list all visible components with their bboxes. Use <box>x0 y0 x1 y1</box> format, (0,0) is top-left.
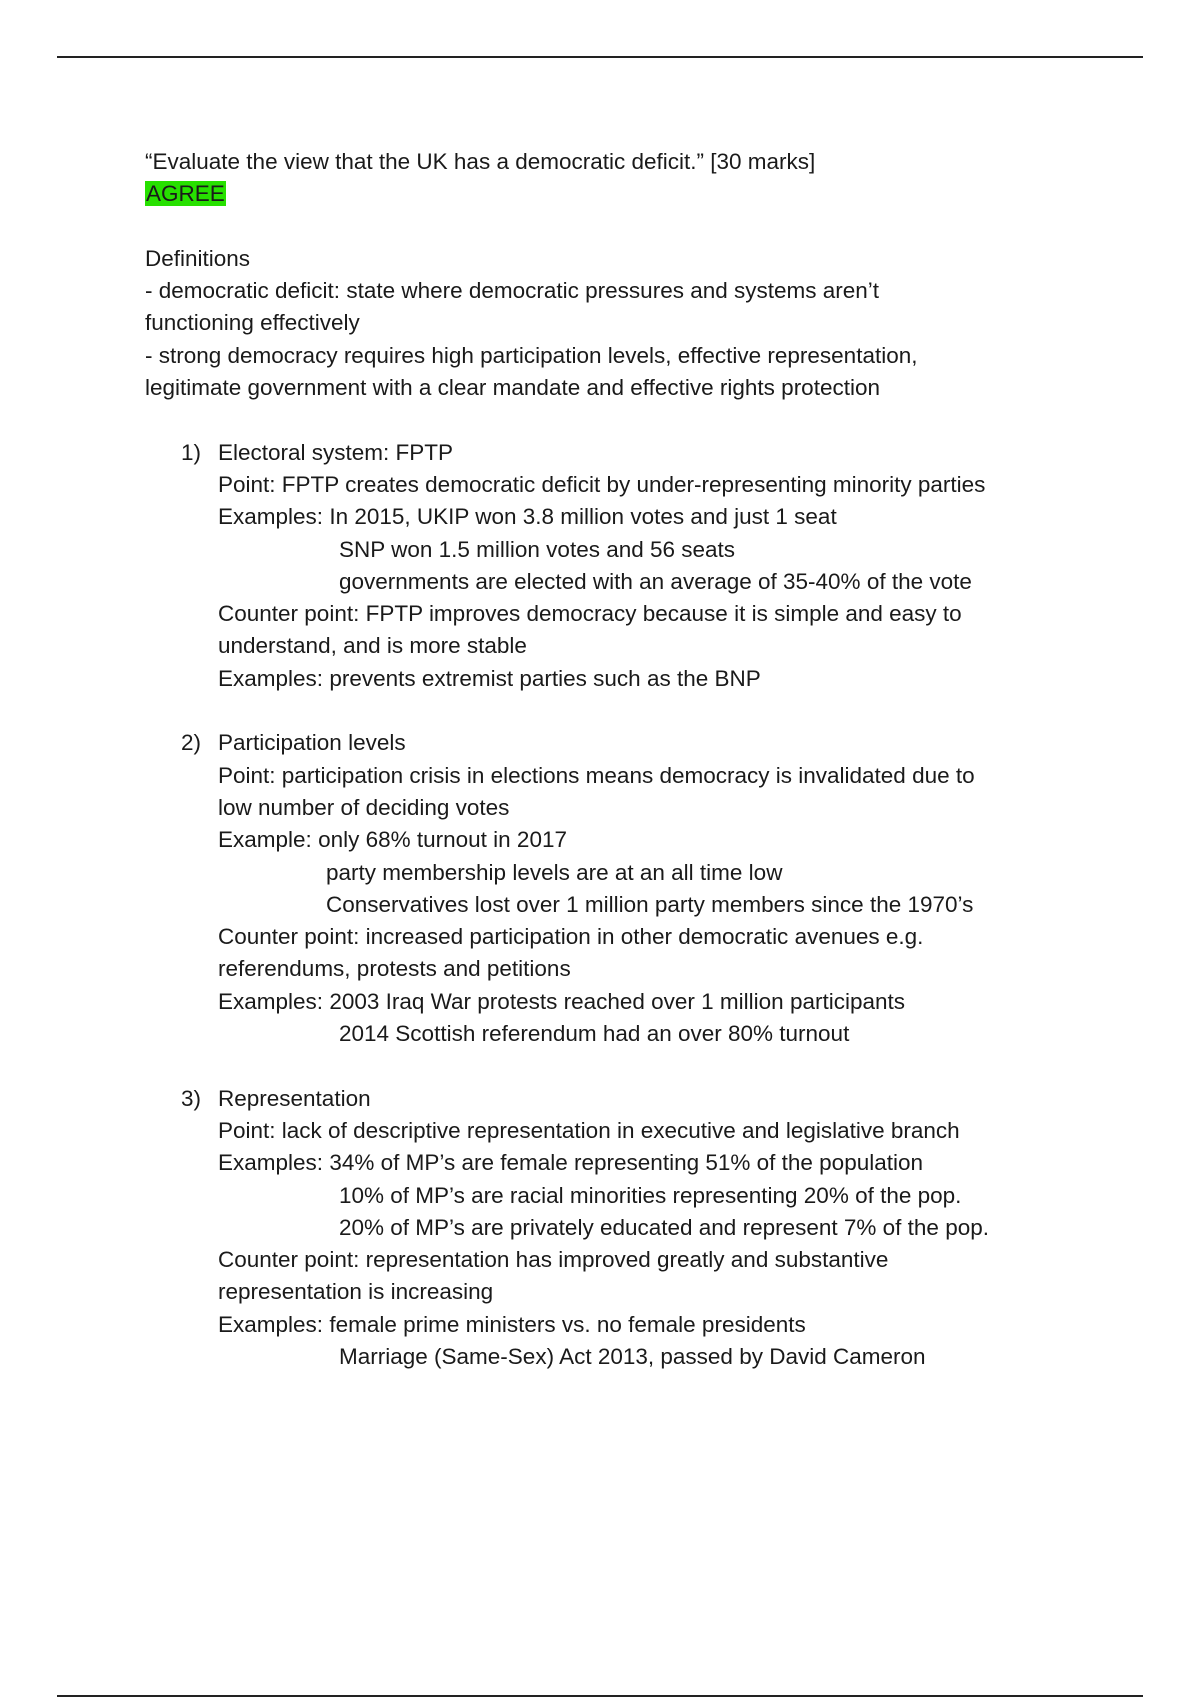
definition-line: legitimate government with a clear mandate and effective rights protection <box>145 375 880 401</box>
examples-label: Examples: <box>218 1311 324 1337</box>
counter-point-line: Counter point: increased participation in other democratic avenues e.g. <box>218 924 924 950</box>
definitions-heading: Definitions <box>145 245 251 271</box>
example-text: 34% of MP’s are female representing 51% of the population <box>329 1150 924 1176</box>
point-line: Point: lack of descriptive representation in executive and legislative branch <box>218 1117 960 1143</box>
point-line: low number of deciding votes <box>218 794 510 820</box>
counter-examples-row <box>218 1309 1065 1341</box>
example-continuation: party membership levels are at an all time low <box>326 859 783 885</box>
list-item-representation <box>181 1083 1065 1374</box>
spacer <box>145 211 1065 243</box>
counter-point-line: understand, and is more stable <box>218 633 527 659</box>
list-number: 3) <box>181 1085 202 1111</box>
example-text: 2003 Iraq War protests reached over 1 million participants <box>329 988 906 1014</box>
example-continuation: governments are elected with an average of 35-40% of the vote <box>339 568 972 594</box>
section-title: Participation levels <box>218 730 406 756</box>
examples-label: Examples: <box>218 504 324 530</box>
section-title: Electoral system: FPTP <box>218 439 454 465</box>
examples-row <box>218 501 1065 533</box>
stance-highlight: AGREE <box>146 181 225 207</box>
document-body <box>145 146 1065 1373</box>
page-bottom-rule <box>57 1695 1143 1697</box>
counter-point-line: representation is increasing <box>218 1279 494 1305</box>
example-continuation: Conservatives lost over 1 million party members since the 1970’s <box>326 891 974 917</box>
spacer <box>145 404 1065 436</box>
examples-label: Examples: <box>218 1150 324 1176</box>
counter-point-line: Counter point: representation has improved greatly and substantive <box>218 1247 889 1273</box>
example-text: prevents extremist parties such as the BNP <box>329 665 761 691</box>
point-line: Point: FPTP creates democratic deficit by under-representing minority parties <box>218 471 986 497</box>
examples-label: Examples: <box>218 988 324 1014</box>
example-text: only 68% turnout in 2017 <box>318 827 567 853</box>
examples-label: Example: <box>218 827 312 853</box>
essay-question: “Evaluate the view that the UK has a democratic deficit.” [30 marks] <box>145 149 816 174</box>
definition-line: functioning effectively <box>145 310 360 336</box>
section-body <box>181 469 1065 695</box>
list-number: 2) <box>181 730 202 756</box>
examples-row <box>218 1147 1065 1179</box>
examples-label: Examples: <box>218 665 324 691</box>
counter-examples-row <box>218 986 1065 1018</box>
list-item-electoral-system <box>181 437 1065 695</box>
numbered-list <box>181 437 1065 1374</box>
section-body <box>181 1115 1065 1373</box>
definition-line: - democratic deficit: state where democratic pressures and systems aren’t <box>145 278 880 304</box>
stance-line <box>145 178 1065 210</box>
example-continuation: 2014 Scottish referendum had an over 80% turnout <box>339 1021 850 1047</box>
counter-point-line: Counter point: FPTP improves democracy because it is simple and easy to <box>218 601 962 627</box>
definition-line: - strong democracy requires high participation levels, effective representation, <box>145 342 918 368</box>
section-title: Representation <box>218 1085 371 1111</box>
counter-examples-row <box>218 663 1065 695</box>
example-continuation: 10% of MP’s are racial minorities representing 20% of the pop. <box>339 1182 962 1208</box>
example-continuation: Marriage (Same-Sex) Act 2013, passed by David Cameron <box>339 1343 926 1369</box>
example-continuation: 20% of MP’s are privately educated and represent 7% of the pop. <box>339 1214 989 1240</box>
list-item-heading <box>181 437 1065 469</box>
point-line: Point: participation crisis in elections means democracy is invalidated due to <box>218 762 975 788</box>
list-item-heading <box>181 1083 1065 1115</box>
list-item-participation <box>181 727 1065 1050</box>
example-continuation: SNP won 1.5 million votes and 56 seats <box>339 536 736 562</box>
list-item-heading <box>181 727 1065 759</box>
section-body <box>181 760 1065 1051</box>
page-top-rule <box>57 56 1143 58</box>
counter-point-line: referendums, protests and petitions <box>218 956 571 982</box>
definitions-block <box>145 243 1065 404</box>
list-number: 1) <box>181 439 202 465</box>
example-text: In 2015, UKIP won 3.8 million votes and just 1 seat <box>329 504 837 530</box>
examples-row <box>218 824 1065 856</box>
example-text: female prime ministers vs. no female presidents <box>329 1311 806 1337</box>
